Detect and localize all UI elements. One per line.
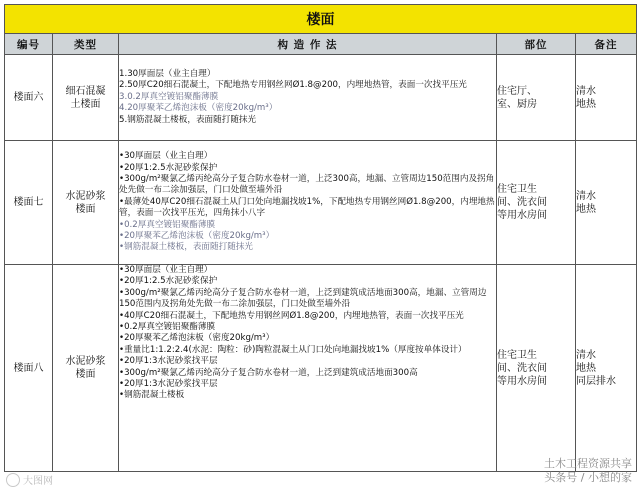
row-note: 清水 地热 <box>576 55 637 141</box>
method-line: •钢筋混凝土楼板 <box>119 390 185 401</box>
method-line: •300g/m²聚氯乙烯丙纶高分子复合防水卷材一道，上泛300高，地漏、立管周边150范围内及拐角处先做一布二涂加强层，门口处做至墙外沿 <box>119 173 495 196</box>
method-line: •20厚1:3水泥砂浆找平层 <box>119 379 218 390</box>
header-method: 构 造 作 法 <box>119 34 497 55</box>
row-code: 楼面六 <box>5 55 53 141</box>
header-code: 编号 <box>5 34 53 55</box>
method-line: 2.50厚C20细石混凝土，下配地热专用钢丝网Ø1.8@200，内埋地热管，表面一次找平压光 <box>119 80 467 91</box>
method-line: •20厚1:3水泥砂浆找平层 <box>119 356 218 367</box>
table-row <box>5 55 637 141</box>
row-method <box>119 265 497 472</box>
row-type: 细石混凝 土楼面 <box>53 55 119 141</box>
row-code: 楼面七 <box>5 141 53 265</box>
method-line: •最薄处40厚C20细石混凝土从门口处向地漏找坡1%，下配地热专用钢丝网Ø1.8@200，内埋地热管，表面一次找平压光，四角抹小八字 <box>119 196 495 219</box>
row-method <box>119 55 497 141</box>
floor-spec-table <box>4 4 637 472</box>
method-line: •20厚1:2.5水泥砂浆保护 <box>119 276 218 287</box>
watermark-right-line2: 头条号 / 小想的家 <box>544 471 632 484</box>
row-part: 住宅卫生 间、洗衣间 等用水房间 <box>497 265 576 472</box>
method-line: •钢筋混凝土楼板，表面随打随抹光 <box>119 242 253 253</box>
method-line: 4.20厚聚苯乙烯泡沫板（密度20kg/m³） <box>119 103 278 114</box>
table-row <box>5 141 637 265</box>
method-line: •20厚1:2.5水泥砂浆保护 <box>119 162 218 173</box>
method-line: •0.2厚真空镀铝聚酯薄膜 <box>119 219 216 230</box>
table-title: 楼面 <box>5 5 637 34</box>
row-type: 水泥砂浆 楼面 <box>53 265 119 472</box>
method-line: 1.30厚面层（业主自理） <box>119 68 216 79</box>
row-method <box>119 141 497 265</box>
watermark-right-line1: 土木工程资源共享 <box>544 457 632 470</box>
row-note: 清水 地热 同层排水 <box>576 265 637 472</box>
method-line: •20厚聚苯乙烯泡沫板（密度20kg/m³） <box>119 333 275 344</box>
table-header-row <box>5 34 637 55</box>
method-line: •30厚面层（业主自理） <box>119 265 213 275</box>
method-line: •20厚聚苯乙烯泡沫板（密度20kg/m³） <box>119 231 275 242</box>
method-line: •重量比1:1.2:2.4(水泥：陶粒：砂)陶粒混凝土从门口处向地漏找坡1%（厚度按单体设计） <box>119 344 467 355</box>
method-line: •0.2厚真空镀铝聚酯薄膜 <box>119 322 216 333</box>
method-line: •30厚面层（业主自理） <box>119 151 213 162</box>
table-row <box>5 265 637 472</box>
row-part: 住宅卫生 间、洗衣间 等用水房间 <box>497 141 576 265</box>
header-note: 备注 <box>576 34 637 55</box>
row-type: 水泥砂浆 楼面 <box>53 141 119 265</box>
watermark-logo-icon <box>6 473 20 487</box>
method-line: 5.钢筋混凝土楼板，表面随打随抹光 <box>119 114 257 125</box>
row-note: 清水 地热 <box>576 141 637 265</box>
method-line: •300g/m²聚氯乙烯丙纶高分子复合防水卷材一道，上泛到建筑成活地面300高 <box>119 367 418 378</box>
method-line: •40厚C20细石混凝土，下配地热专用钢丝网Ø1.8@200，内埋地热管，表面一次找平压光 <box>119 310 464 321</box>
watermark-left <box>6 472 53 487</box>
header-part: 部位 <box>497 34 576 55</box>
watermark-left-text: 大图网 <box>23 476 53 487</box>
header-type: 类型 <box>53 34 119 55</box>
method-line: •300g/m²聚氯乙烯丙纶高分子复合防水卷材一道，上泛到建筑成活地面300高，地漏、立管周边150范围内及拐角处先做一布二涂加强层，门口处做至墙外沿 <box>119 287 487 310</box>
row-code: 楼面八 <box>5 265 53 472</box>
row-part: 住宅厅、 室、厨房 <box>497 55 576 141</box>
watermark-right <box>544 457 632 485</box>
method-line: 3.0.2厚真空镀铝聚酯薄膜 <box>119 91 219 102</box>
